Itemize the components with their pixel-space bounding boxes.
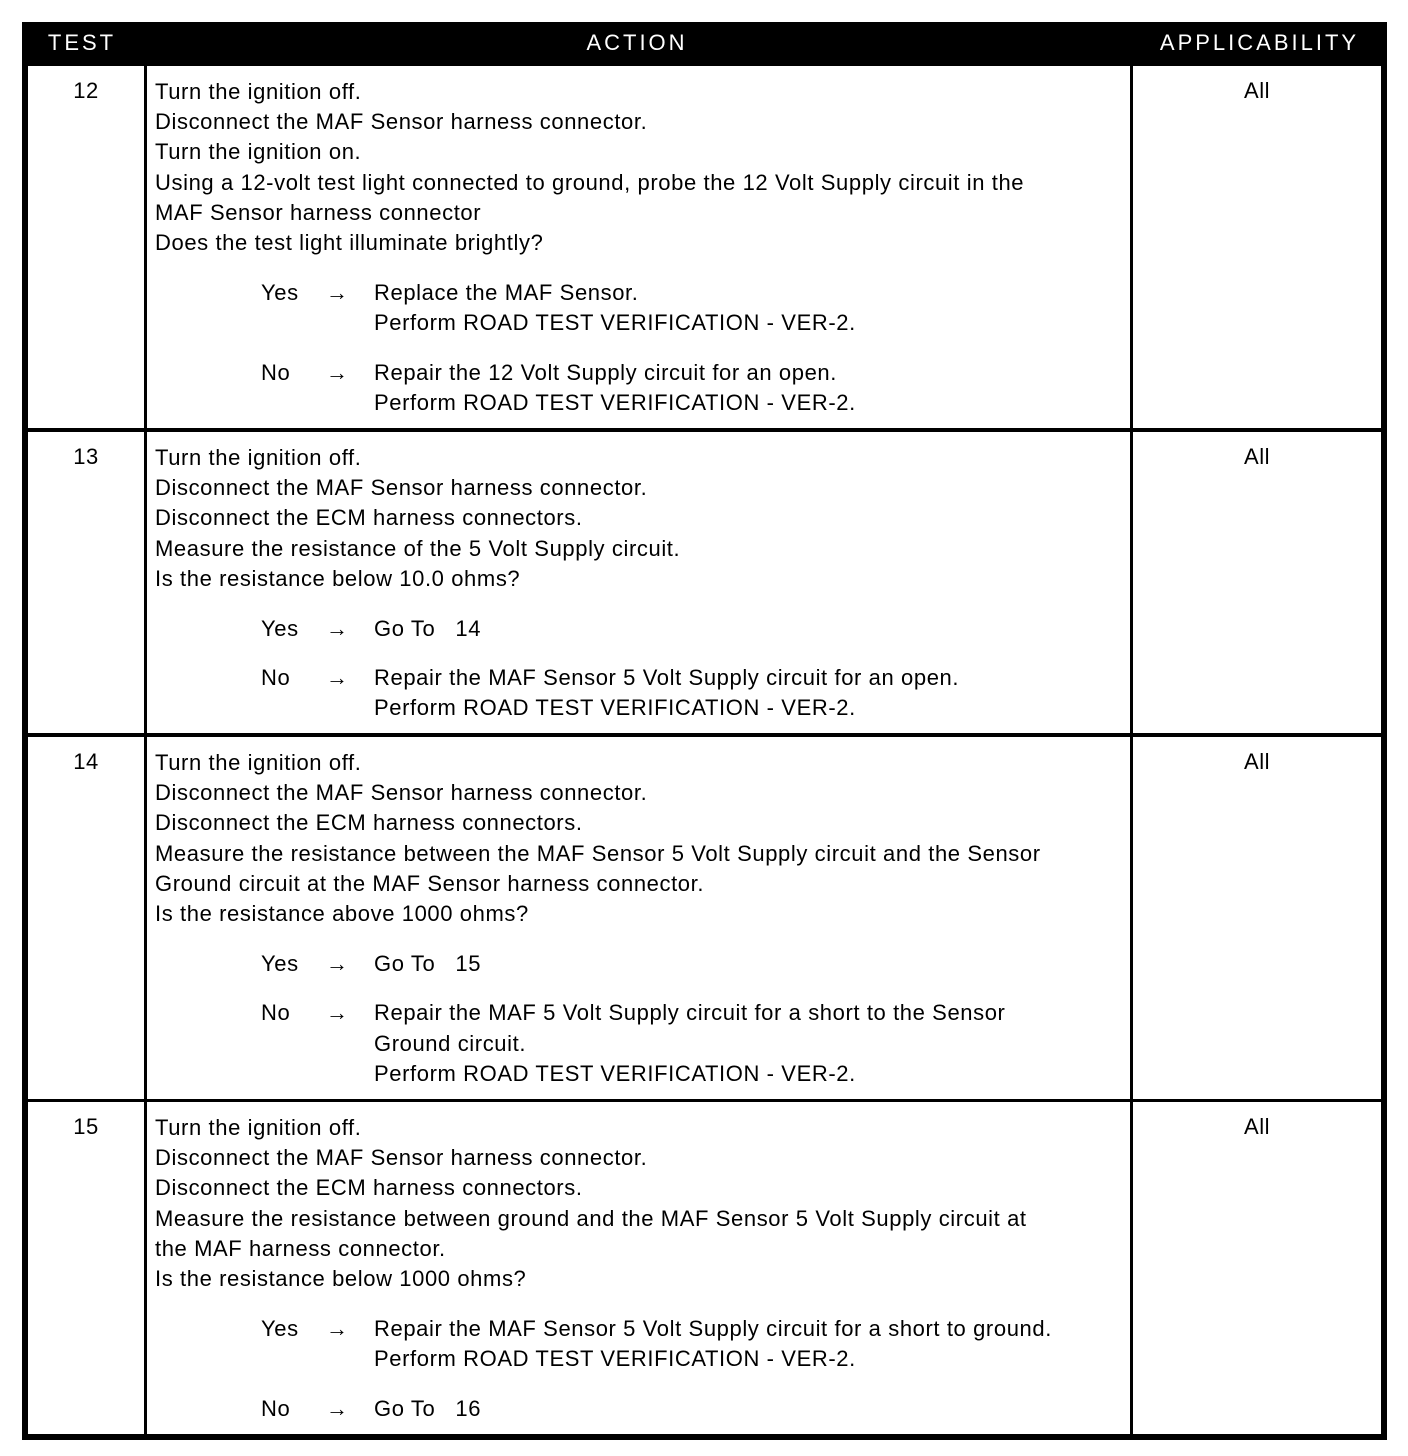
arrow-icon: → bbox=[326, 665, 349, 691]
step-line: Disconnect the ECM harness connectors. bbox=[155, 505, 583, 531]
header-applicability: APPLICABILITY bbox=[1159, 30, 1360, 55]
yes-response bbox=[155, 278, 1130, 338]
step-line: Measure the resistance between ground and the MAF Sensor 5 Volt Supply circuit at bbox=[155, 1205, 1027, 1231]
test-number-cell bbox=[28, 432, 144, 733]
step-line: Is the resistance below 10.0 ohms? bbox=[155, 565, 521, 591]
step-line: Disconnect the MAF Sensor harness connector. bbox=[155, 109, 648, 135]
step-line: Is the resistance above 1000 ohms? bbox=[155, 901, 529, 927]
step-line: MAF Sensor harness connector bbox=[155, 199, 482, 225]
action-cell bbox=[147, 737, 1130, 1099]
arrow-icon: → bbox=[326, 1315, 349, 1341]
applicability-cell bbox=[1133, 66, 1381, 428]
step-line: Does the test light illuminate brightly? bbox=[155, 230, 544, 256]
step-line: Using a 12-volt test light connected to ground, probe the 12 Volt Supply circuit in the bbox=[155, 169, 1025, 195]
result-line: Repair the 12 Volt Supply circuit for an open. bbox=[374, 359, 837, 385]
table-header bbox=[22, 22, 1387, 63]
result-line: Repair the MAF 5 Volt Supply circuit for a short to the Sensor bbox=[374, 1000, 1006, 1026]
test-number: 14 bbox=[73, 749, 99, 774]
test-number-cell bbox=[28, 66, 144, 428]
no-response bbox=[155, 663, 1130, 723]
no-response bbox=[155, 998, 1130, 1089]
diagnostic-table bbox=[22, 22, 1387, 1440]
test-number-cell bbox=[28, 737, 144, 1099]
result-line: Perform ROAD TEST VERIFICATION - VER-2. bbox=[374, 695, 856, 721]
result-line: Perform ROAD TEST VERIFICATION - VER-2. bbox=[374, 1060, 856, 1086]
applicability-cell bbox=[1133, 432, 1381, 733]
test-number: 13 bbox=[73, 444, 99, 469]
arrow-icon: → bbox=[326, 1000, 349, 1026]
step-line: Measure the resistance between the MAF Sensor 5 Volt Supply circuit and the Sensor bbox=[155, 840, 1041, 866]
result-line: Perform ROAD TEST VERIFICATION - VER-2. bbox=[374, 389, 856, 415]
step-line: Turn the ignition on. bbox=[155, 139, 362, 165]
step-line: Ground circuit at the MAF Sensor harness connector. bbox=[155, 870, 705, 896]
action-cell bbox=[147, 432, 1130, 733]
result-line: Perform ROAD TEST VERIFICATION - VER-2. bbox=[374, 309, 856, 335]
result-line: Go To 16 bbox=[374, 1395, 482, 1421]
no-response bbox=[155, 1394, 1130, 1424]
header-action: ACTION bbox=[586, 30, 688, 55]
action-cell bbox=[147, 66, 1130, 428]
test-number-cell bbox=[28, 1102, 144, 1434]
step-line: Disconnect the ECM harness connectors. bbox=[155, 1175, 583, 1201]
step-line: Disconnect the MAF Sensor harness connector. bbox=[155, 475, 648, 501]
yes-label: Yes bbox=[261, 615, 299, 641]
yes-label: Yes bbox=[261, 279, 299, 305]
step-line: Measure the resistance of the 5 Volt Supply circuit. bbox=[155, 535, 681, 561]
applicability-value: All bbox=[1244, 749, 1270, 774]
test-number: 12 bbox=[73, 78, 99, 103]
yes-response bbox=[155, 1314, 1130, 1374]
arrow-icon: → bbox=[326, 950, 349, 976]
applicability-value: All bbox=[1244, 78, 1270, 103]
yes-response bbox=[155, 614, 1130, 644]
test-number: 15 bbox=[73, 1114, 99, 1139]
result-line: Perform ROAD TEST VERIFICATION - VER-2. bbox=[374, 1345, 856, 1371]
arrow-icon: → bbox=[326, 615, 349, 641]
step-line: the MAF harness connector. bbox=[155, 1235, 446, 1261]
no-label: No bbox=[261, 1000, 291, 1026]
applicability-value: All bbox=[1244, 1114, 1270, 1139]
applicability-value: All bbox=[1244, 444, 1270, 469]
step-line: Turn the ignition off. bbox=[155, 1115, 362, 1140]
step-line: Turn the ignition off. bbox=[155, 445, 362, 470]
step-line: Turn the ignition off. bbox=[155, 79, 362, 104]
result-line: Repair the MAF Sensor 5 Volt Supply circuit for a short to ground. bbox=[374, 1315, 1052, 1341]
result-line: Repair the MAF Sensor 5 Volt Supply circuit for an open. bbox=[374, 665, 960, 691]
arrow-icon: → bbox=[326, 279, 349, 305]
no-label: No bbox=[261, 359, 291, 385]
arrow-icon: → bbox=[326, 359, 349, 385]
yes-response bbox=[155, 949, 1130, 979]
step-line: Turn the ignition off. bbox=[155, 750, 362, 775]
result-line: Go To 15 bbox=[374, 950, 482, 976]
action-cell bbox=[147, 1102, 1130, 1434]
step-line: Is the resistance below 1000 ohms? bbox=[155, 1266, 527, 1292]
step-line: Disconnect the MAF Sensor harness connector. bbox=[155, 1145, 648, 1171]
no-label: No bbox=[261, 1395, 291, 1421]
arrow-icon: → bbox=[326, 1395, 349, 1421]
yes-label: Yes bbox=[261, 950, 299, 976]
result-line: Ground circuit. bbox=[374, 1030, 527, 1056]
result-line: Replace the MAF Sensor. bbox=[374, 279, 639, 305]
no-label: No bbox=[261, 665, 291, 691]
applicability-cell bbox=[1133, 737, 1381, 1099]
step-line: Disconnect the ECM harness connectors. bbox=[155, 810, 583, 836]
no-response bbox=[155, 358, 1130, 418]
result-line: Go To 14 bbox=[374, 615, 482, 641]
yes-label: Yes bbox=[261, 1315, 299, 1341]
step-line: Disconnect the MAF Sensor harness connector. bbox=[155, 780, 648, 806]
header-test: TEST bbox=[47, 30, 117, 55]
applicability-cell bbox=[1133, 1102, 1381, 1434]
